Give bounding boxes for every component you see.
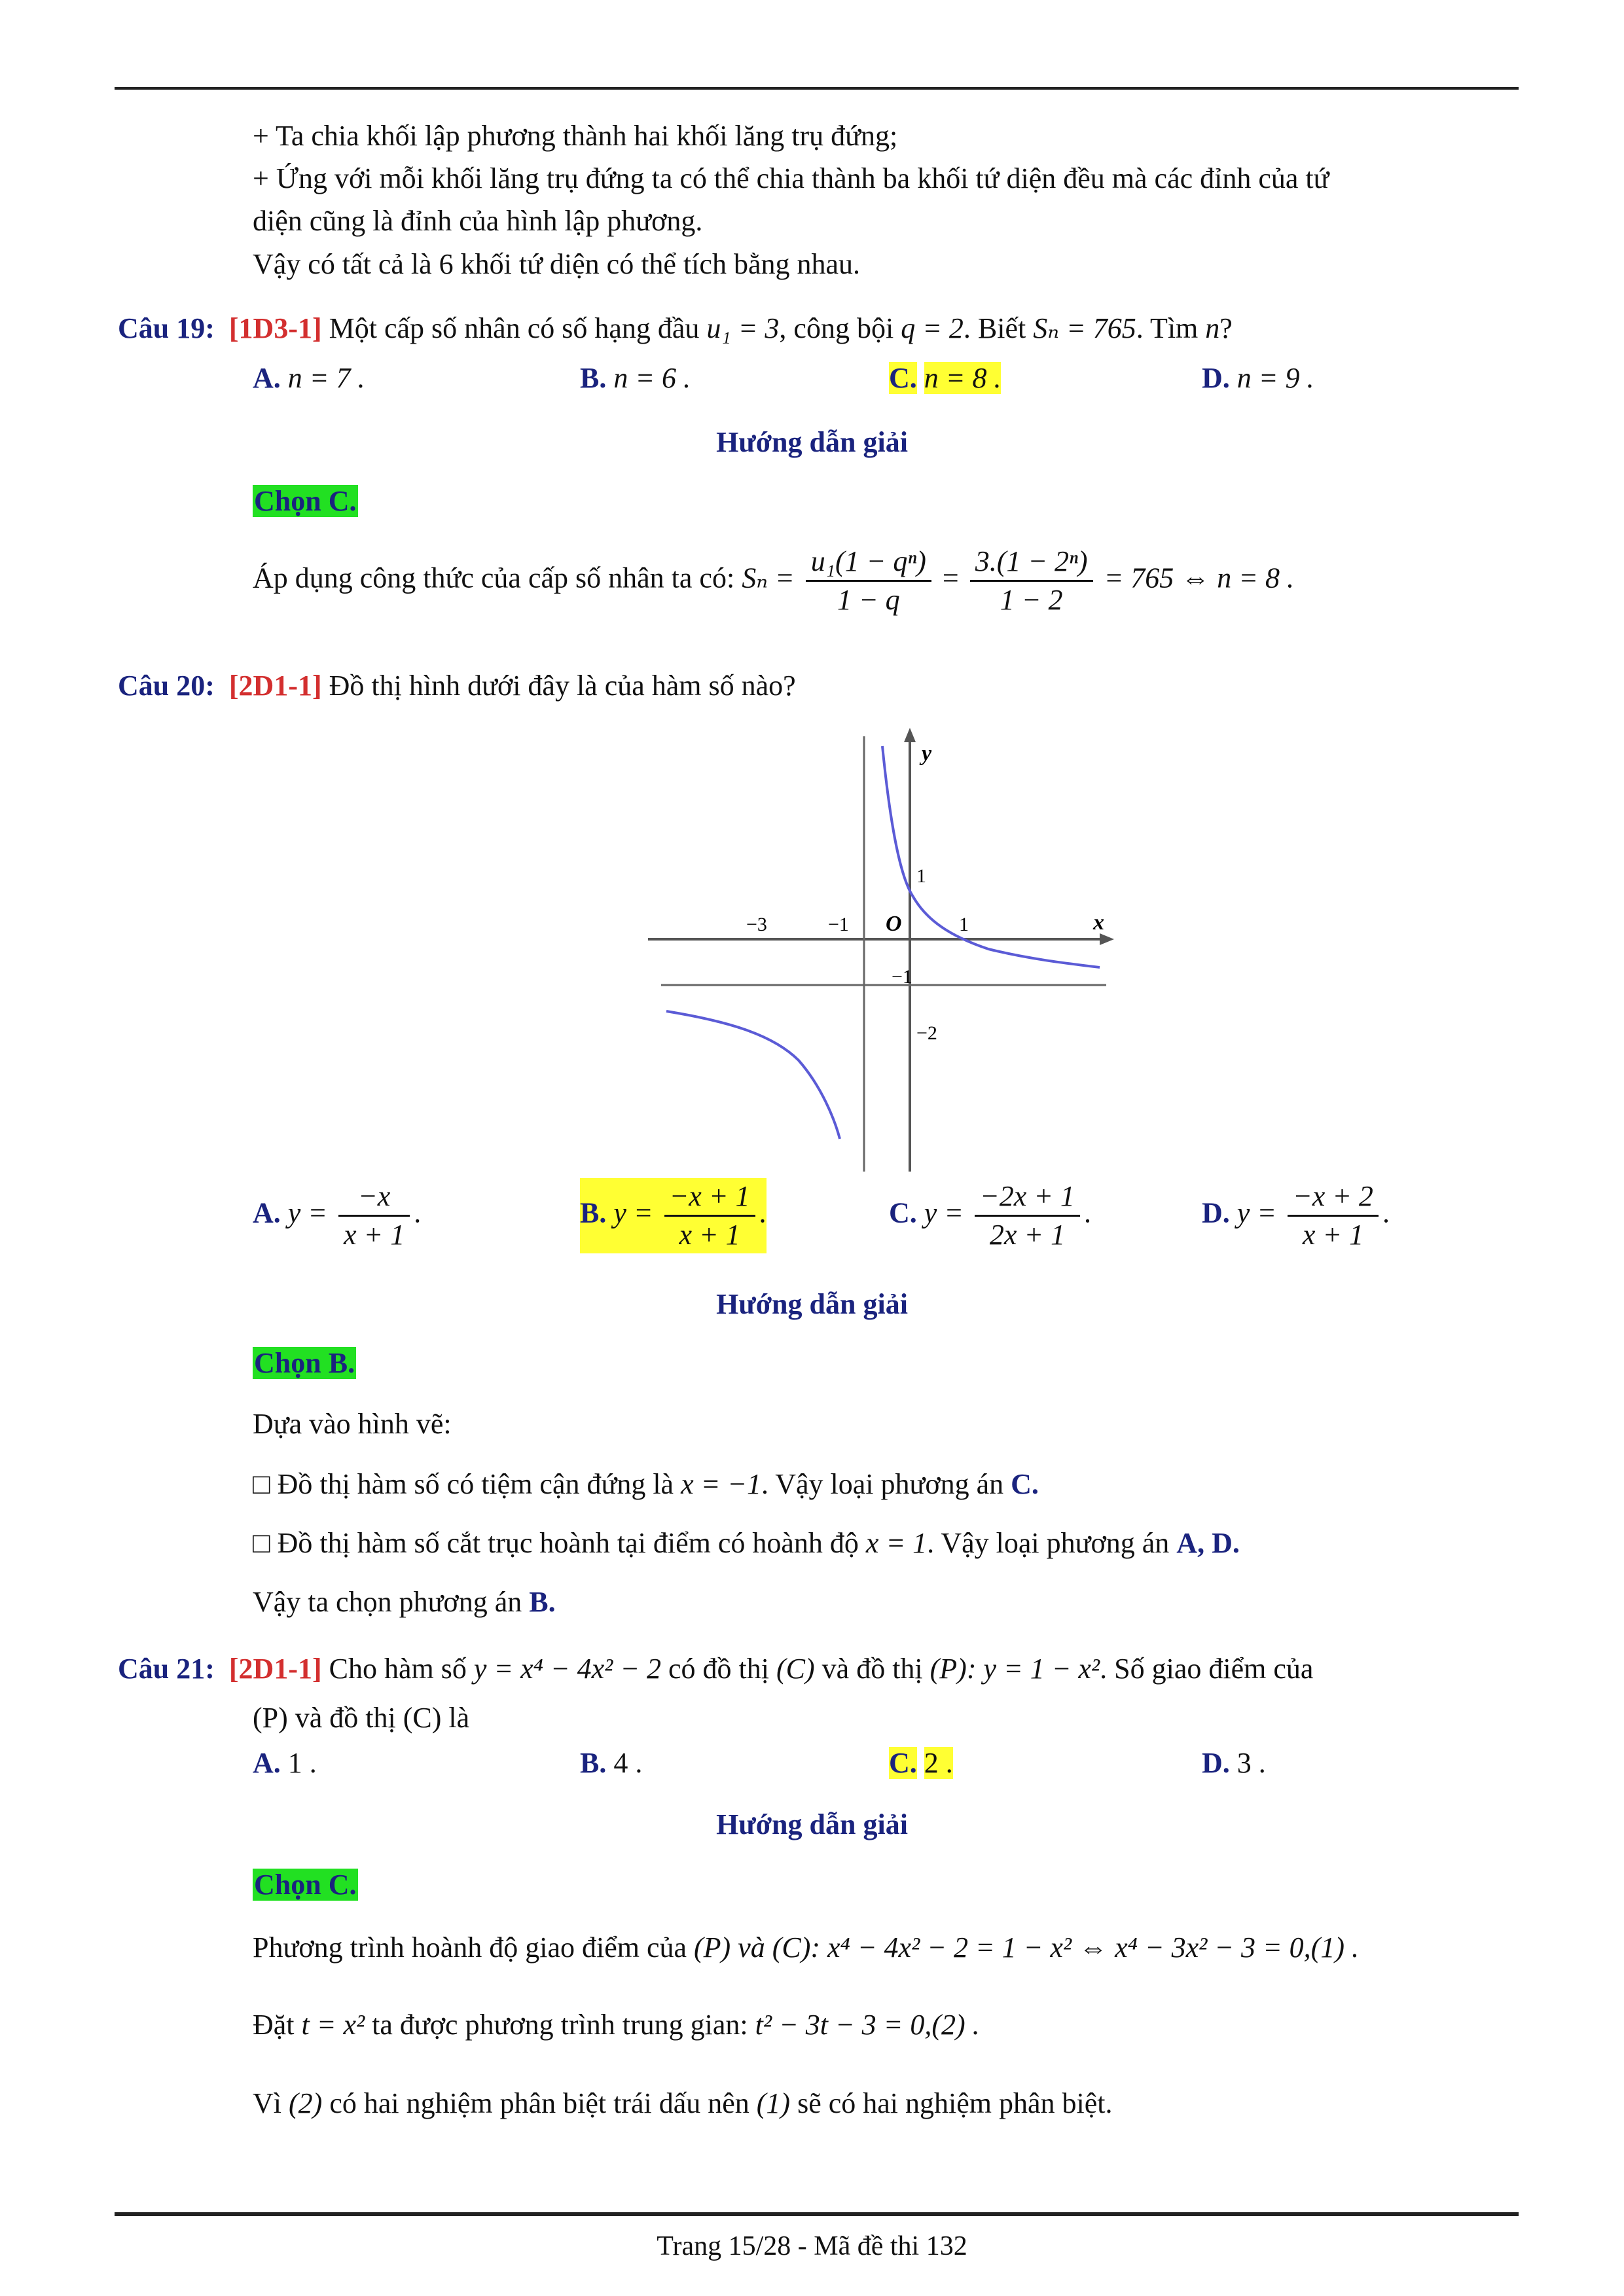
option-lhs: y = — [613, 1196, 653, 1229]
option-fraction — [338, 1178, 410, 1253]
tick-1-x: 1 — [959, 914, 969, 935]
q21-text-b: có đồ thị — [668, 1653, 770, 1685]
intro-line-3: diện cũng là đỉnh của hình lập phương. — [253, 205, 703, 237]
x-axis-arrow-icon — [1100, 933, 1114, 945]
q21-function: y = x⁴ − 4x² − 2 — [473, 1653, 662, 1685]
question-19 — [118, 310, 1233, 347]
q20-sol2-text: Đồ thị hàm số có tiệm cận đứng là — [277, 1468, 674, 1500]
q21-text-a: Cho hàm số — [329, 1653, 467, 1685]
q21-guide-heading: Hướng dẫn giải — [716, 1808, 908, 1840]
q21-sol-2 — [253, 2007, 980, 2043]
tick-neg3: −3 — [746, 914, 767, 935]
denominator: 1 − 2 — [1000, 584, 1063, 616]
intro-line-4: Vậy có tất cả là 6 khối tứ diện có thể tích bằng nhau. — [253, 248, 860, 280]
option-lhs: y = — [1236, 1196, 1277, 1229]
q21-sol2-text: Đặt — [253, 2009, 295, 2041]
question-20 — [118, 668, 796, 704]
q19-u1: u₁ = 3 — [706, 312, 780, 344]
q20-chosen — [253, 1345, 356, 1382]
option-value: n = 8 . — [924, 362, 1001, 394]
option-label: A. — [253, 362, 281, 394]
q19-sol-lhs: Sₙ = — [742, 562, 795, 594]
option-value: 1 . — [287, 1747, 317, 1779]
q21-sol3-math-2: (1) — [756, 2087, 791, 2119]
option-label: B. — [580, 1196, 607, 1229]
q20-sol3-text: Đồ thị hàm số cắt trục hoành tại điểm có hoành độ — [277, 1527, 859, 1559]
option-label: B. — [580, 1747, 607, 1779]
q21-sol2-text-b: ta được phương trình trung gian: — [372, 2009, 748, 2041]
q19-text-a: Một cấp số nhân có số hạng đầu — [329, 312, 700, 344]
q20-sol-1: Dựa vào hình vẽ: — [253, 1408, 452, 1440]
denominator: x + 1 — [679, 1219, 740, 1251]
option-label: A. — [253, 1196, 281, 1229]
right-branch-curve — [882, 746, 1100, 967]
option-value: n = 9 . — [1236, 362, 1314, 394]
page-footer: Trang 15/28 - Mã đề thi 132 — [657, 2231, 967, 2261]
q21-sol-3 — [253, 2085, 1113, 2122]
q19-fraction-1 — [806, 543, 931, 619]
x-axis-label: x — [1093, 910, 1104, 935]
left-branch-curve — [666, 1011, 840, 1139]
top-rule — [115, 87, 1519, 90]
q21-sol1-text: Phương trình hoành độ giao điểm của — [253, 1931, 687, 1964]
q20-option-b[interactable]: B. y = $\frac{-x + 1}{x + 1}$ . — [580, 1178, 767, 1253]
intro-line-2: + Ứng với mỗi khối lăng trụ đứng ta có thể chia thành ba khối tứ diện đều mà các đỉnh của tứ — [253, 162, 1329, 194]
numerator: −x + 2 — [1288, 1178, 1379, 1217]
q20-option-d[interactable]: D. y = $\frac{-x + 2}{x + 1}$ . — [1202, 1178, 1390, 1253]
numerator: −2x + 1 — [975, 1178, 1080, 1217]
question-tag: [2D1-1] — [228, 1653, 322, 1685]
q20-sol2-math: x = −1 — [681, 1468, 761, 1500]
origin-label: O — [886, 912, 902, 936]
q21-sol2-math-1: t = x² — [301, 2009, 365, 2041]
q20-sol4-option: B. — [529, 1586, 556, 1618]
q19-text-e: ? — [1219, 312, 1233, 344]
q21-line-2: (P) và đồ thị (C) là — [253, 1702, 470, 1734]
q21-sol1-math: (P) và (C): x⁴ − 4x² − 2 = 1 − x² ⇔ x⁴ − 3x² − 3 = 0,(1) . — [694, 1931, 1359, 1964]
q21-option-b[interactable] — [580, 1746, 642, 1780]
option-value: 3 . — [1236, 1747, 1266, 1779]
q19-n: n — [1205, 312, 1220, 344]
option-label: C. — [889, 1747, 917, 1779]
question-number: Câu 21: — [118, 1653, 215, 1685]
chosen-badge: Chọn C. — [254, 1869, 357, 1901]
option-lhs: y = — [287, 1196, 328, 1229]
q20-sol-4 — [253, 1584, 556, 1621]
tick-neg2-y: −2 — [916, 1022, 937, 1044]
y-axis-label: y — [922, 742, 932, 766]
q19-sn: Sₙ = 765 — [1033, 312, 1136, 344]
option-label: B. — [580, 362, 607, 394]
q19-chosen — [253, 483, 358, 520]
q20-sol3-math: x = 1 — [865, 1527, 928, 1559]
tick-neg1-y: −1 — [892, 966, 912, 988]
option-label: C. — [889, 1196, 917, 1229]
q20-sol3-option: A, D. — [1176, 1527, 1240, 1559]
denominator: 1 − q — [837, 584, 900, 616]
q21-text-c: và đồ thị — [821, 1653, 923, 1685]
q19-text-c: . Biết — [963, 312, 1026, 344]
chosen-badge: Chọn B. — [254, 1347, 355, 1379]
numerator: −x + 1 — [664, 1178, 755, 1217]
denominator: x + 1 — [1302, 1219, 1364, 1251]
y-axis-arrow-icon — [904, 728, 916, 742]
q21-sol2-math-2: t² − 3t − 3 = 0,(2) . — [755, 2009, 980, 2041]
option-value: 2 . — [924, 1747, 953, 1779]
question-21 — [118, 1651, 1313, 1687]
q20-sol-2 — [253, 1466, 1039, 1503]
q20-sol3-text-b: . Vậy loại phương án — [927, 1527, 1170, 1559]
option-label: D. — [1202, 362, 1230, 394]
option-lhs: y = — [924, 1196, 964, 1229]
denominator: 2x + 1 — [989, 1219, 1066, 1251]
option-fraction — [1288, 1178, 1379, 1253]
option-label: A. — [253, 1747, 281, 1779]
q21-chosen — [253, 1867, 358, 1903]
q19-option-d[interactable] — [1202, 361, 1314, 395]
q21-c: (C) — [776, 1653, 815, 1685]
option-label: D. — [1202, 1747, 1230, 1779]
q19-option-a[interactable] — [253, 361, 365, 395]
numerator: 3.(1 − 2ⁿ) — [970, 543, 1093, 582]
tick-1-y: 1 — [916, 865, 926, 887]
q19-fraction-2 — [970, 543, 1093, 619]
q20-text: Đồ thị hình dưới đây là của hàm số nào? — [329, 670, 796, 702]
question-number: Câu 19: — [118, 312, 215, 344]
denominator: x + 1 — [344, 1219, 405, 1251]
q19-q: q = 2 — [901, 312, 964, 344]
option-value: n = 6 . — [613, 362, 691, 394]
q21-p: (P): y = 1 − x² — [929, 1653, 1100, 1685]
q21-option-a[interactable] — [253, 1746, 317, 1780]
intro-line-1: + Ta chia khối lập phương thành hai khối lăng trụ đứng; — [253, 120, 898, 152]
q19-solution: Áp dụng công thức của cấp số nhân ta có: Sₙ = $\frac{\text{u₁(1 − qⁿ)}}{1 - q}$ = $\frac{\text{3.(1 − 2ⁿ)}}{1 - 2}$ = 765 ⇔ n = 8 . — [253, 543, 1294, 619]
question-tag: [1D3-1] — [228, 312, 322, 344]
q20-sol2-option: C. — [1011, 1468, 1039, 1500]
q21-option-c[interactable] — [889, 1746, 953, 1780]
q19-guide-heading: Hướng dẫn giải — [716, 426, 908, 458]
q20-sol-3 — [253, 1525, 1240, 1562]
q20-option-c[interactable]: C. y = $\frac{-2x + 1}{2x + 1}$ . — [889, 1178, 1091, 1253]
question-tag: [2D1-1] — [228, 670, 322, 702]
q19-option-b[interactable] — [580, 361, 691, 395]
q20-guide-heading: Hướng dẫn giải — [716, 1288, 908, 1320]
q21-sol3-math-1: (2) — [289, 2087, 323, 2119]
option-label: C. — [889, 362, 917, 394]
numerator: u₁(1 − qⁿ) — [806, 543, 931, 582]
chosen-badge: Chọn C. — [254, 485, 357, 517]
option-value: 4 . — [613, 1747, 643, 1779]
numerator: −x — [338, 1178, 410, 1217]
q19-option-c[interactable] — [889, 361, 1001, 395]
option-label: D. — [1202, 1196, 1230, 1229]
q21-sol-1 — [253, 1929, 1359, 1966]
q20-sol2-text-b: . Vậy loại phương án — [761, 1468, 1004, 1500]
option-value: n = 7 . — [287, 362, 365, 394]
q21-sol3-text-c: sẽ có hai nghiệm phân biệt. — [797, 2087, 1113, 2119]
option-fraction — [664, 1178, 755, 1253]
bottom-rule — [115, 2212, 1519, 2216]
q20-option-a[interactable]: A. y = $\frac{-x}{x + 1}$ . — [253, 1178, 421, 1253]
q19-text-b: , công bội — [779, 312, 894, 344]
option-fraction — [975, 1178, 1080, 1253]
q19-sol-text: Áp dụng công thức của cấp số nhân ta có: — [253, 562, 735, 594]
tick-neg1-x: −1 — [828, 914, 849, 935]
q21-sol3-text-b: có hai nghiệm phân biệt trái dấu nên — [329, 2087, 749, 2119]
bullet-box-icon: □ — [253, 1468, 270, 1500]
q20-graph — [648, 726, 1119, 1172]
q21-option-d[interactable] — [1202, 1746, 1266, 1780]
q19-sol-end: = 765 ⇔ n = 8 . — [1104, 562, 1294, 594]
q20-sol4-text: Vậy ta chọn phương án — [253, 1586, 522, 1618]
q19-text-d: . Tìm — [1136, 312, 1199, 344]
question-number: Câu 20: — [118, 670, 215, 702]
bullet-box-icon: □ — [253, 1527, 270, 1559]
q21-sol3-text: Vì — [253, 2087, 281, 2119]
q21-text-d: . Số giao điểm của — [1100, 1653, 1314, 1685]
